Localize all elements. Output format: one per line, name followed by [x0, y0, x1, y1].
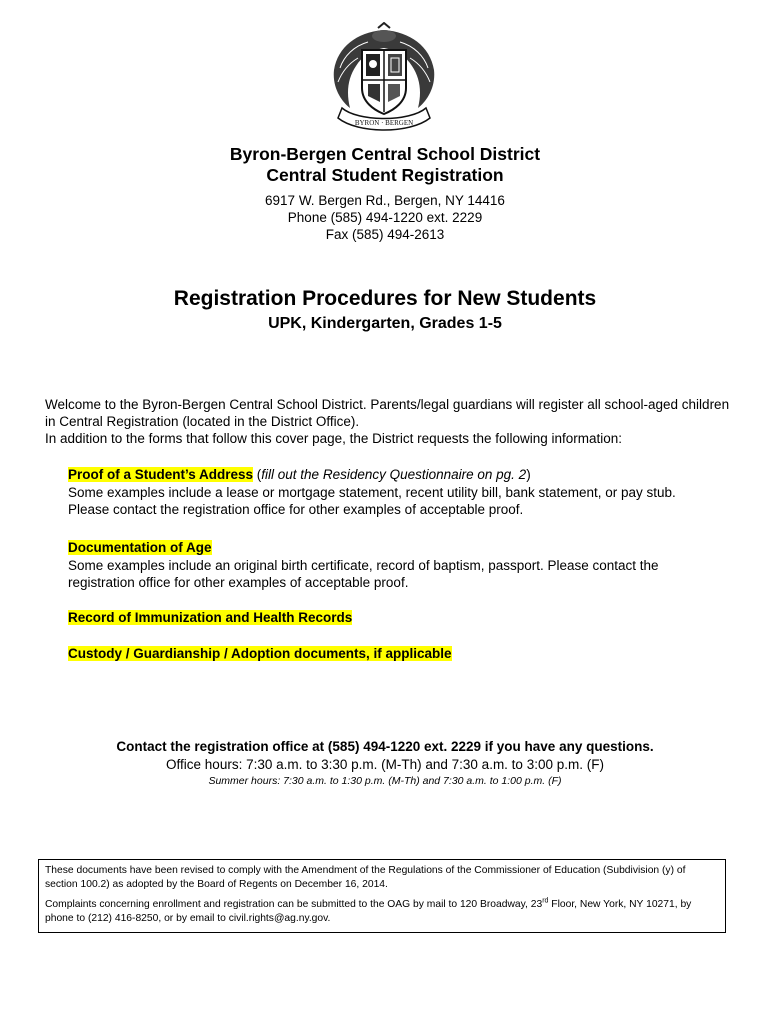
- intro-requests: In addition to the forms that follow this cover page, the District requests the following information:: [45, 431, 623, 446]
- school-crest-icon: [328, 22, 440, 134]
- page-title: Registration Procedures for New Students: [173, 287, 597, 310]
- item-immunization-records: [68, 609, 718, 627]
- item-proof-of-address: Proof of a Student’s Address (fill out the Residency Questionnaire on pg. 2) Some examples include a lease or mortgage statement, recent utility bill, bank statement, or pay stub. Please contact the registration office for other examples of acceptable proof.: [68, 466, 718, 519]
- footer-note-regulations: These documents have been revised to comply with the Amendment of the Regulations of the Commissioner of Education (Subdivision (y) of section 100.2) as adopted by the Board of Regents on December 16, 2014.: [45, 865, 686, 890]
- footer-notice-box: [38, 859, 726, 933]
- item-note: fill out the Residency Questionnaire on pg. 2: [261, 467, 527, 482]
- footer-note-complaints: Complaints concerning enrollment and registration can be submitted to the OAG by mail to 120 Broadway, 23rd Floor, New York, NY 10271, by phone to (212) 416-8250, or by email to civil.rights@ag.ny.gov.: [45, 897, 692, 924]
- intro-text: [45, 396, 735, 447]
- contact-line: Contact the registration office at (585) 494-1220 ext. 2229 if you have any questions.: [116, 739, 654, 754]
- office-name: Central Student Registration: [266, 165, 504, 185]
- office-hours: Office hours: 7:30 a.m. to 3:30 p.m. (M-Th) and 7:30 a.m. to 3:00 p.m. (F): [166, 757, 604, 772]
- item-heading: Record of Immunization and Health Records: [68, 610, 353, 625]
- item-documentation-of-age: [68, 539, 718, 592]
- item-custody-documents: [68, 645, 718, 663]
- item-heading: Proof of a Student’s Address: [68, 467, 254, 482]
- crest-ribbon-text: BYRON · BERGEN: [354, 119, 414, 127]
- intro-welcome: Welcome to the Byron-Bergen Central School District. Parents/legal guardians will register all school-aged children in Central Registration (located in the District Office).: [45, 397, 730, 429]
- phone: Phone (585) 494-1220 ext. 2229: [287, 210, 483, 225]
- item-text: Some examples include a lease or mortgage statement, recent utility bill, bank statement, or pay stub. Please contact the registration office for other examples of acceptable proof.: [68, 484, 676, 517]
- address: 6917 W. Bergen Rd., Bergen, NY 14416: [265, 193, 505, 208]
- district-name: Byron-Bergen Central School District: [229, 144, 541, 164]
- item-heading: Documentation of Age: [68, 540, 212, 555]
- summer-hours: Summer hours: 7:30 a.m. to 1:30 p.m. (M-Th) and 7:30 a.m. to 1:00 p.m. (F): [208, 775, 562, 787]
- item-text: Some examples include an original birth certificate, record of baptism, passport. Please contact the registration office for other examples of acceptable proof.: [68, 557, 659, 590]
- fax: Fax (585) 494-2613: [325, 227, 445, 242]
- item-heading: Custody / Guardianship / Adoption documents, if applicable: [68, 646, 452, 661]
- page-subtitle: UPK, Kindergarten, Grades 1-5: [268, 315, 502, 332]
